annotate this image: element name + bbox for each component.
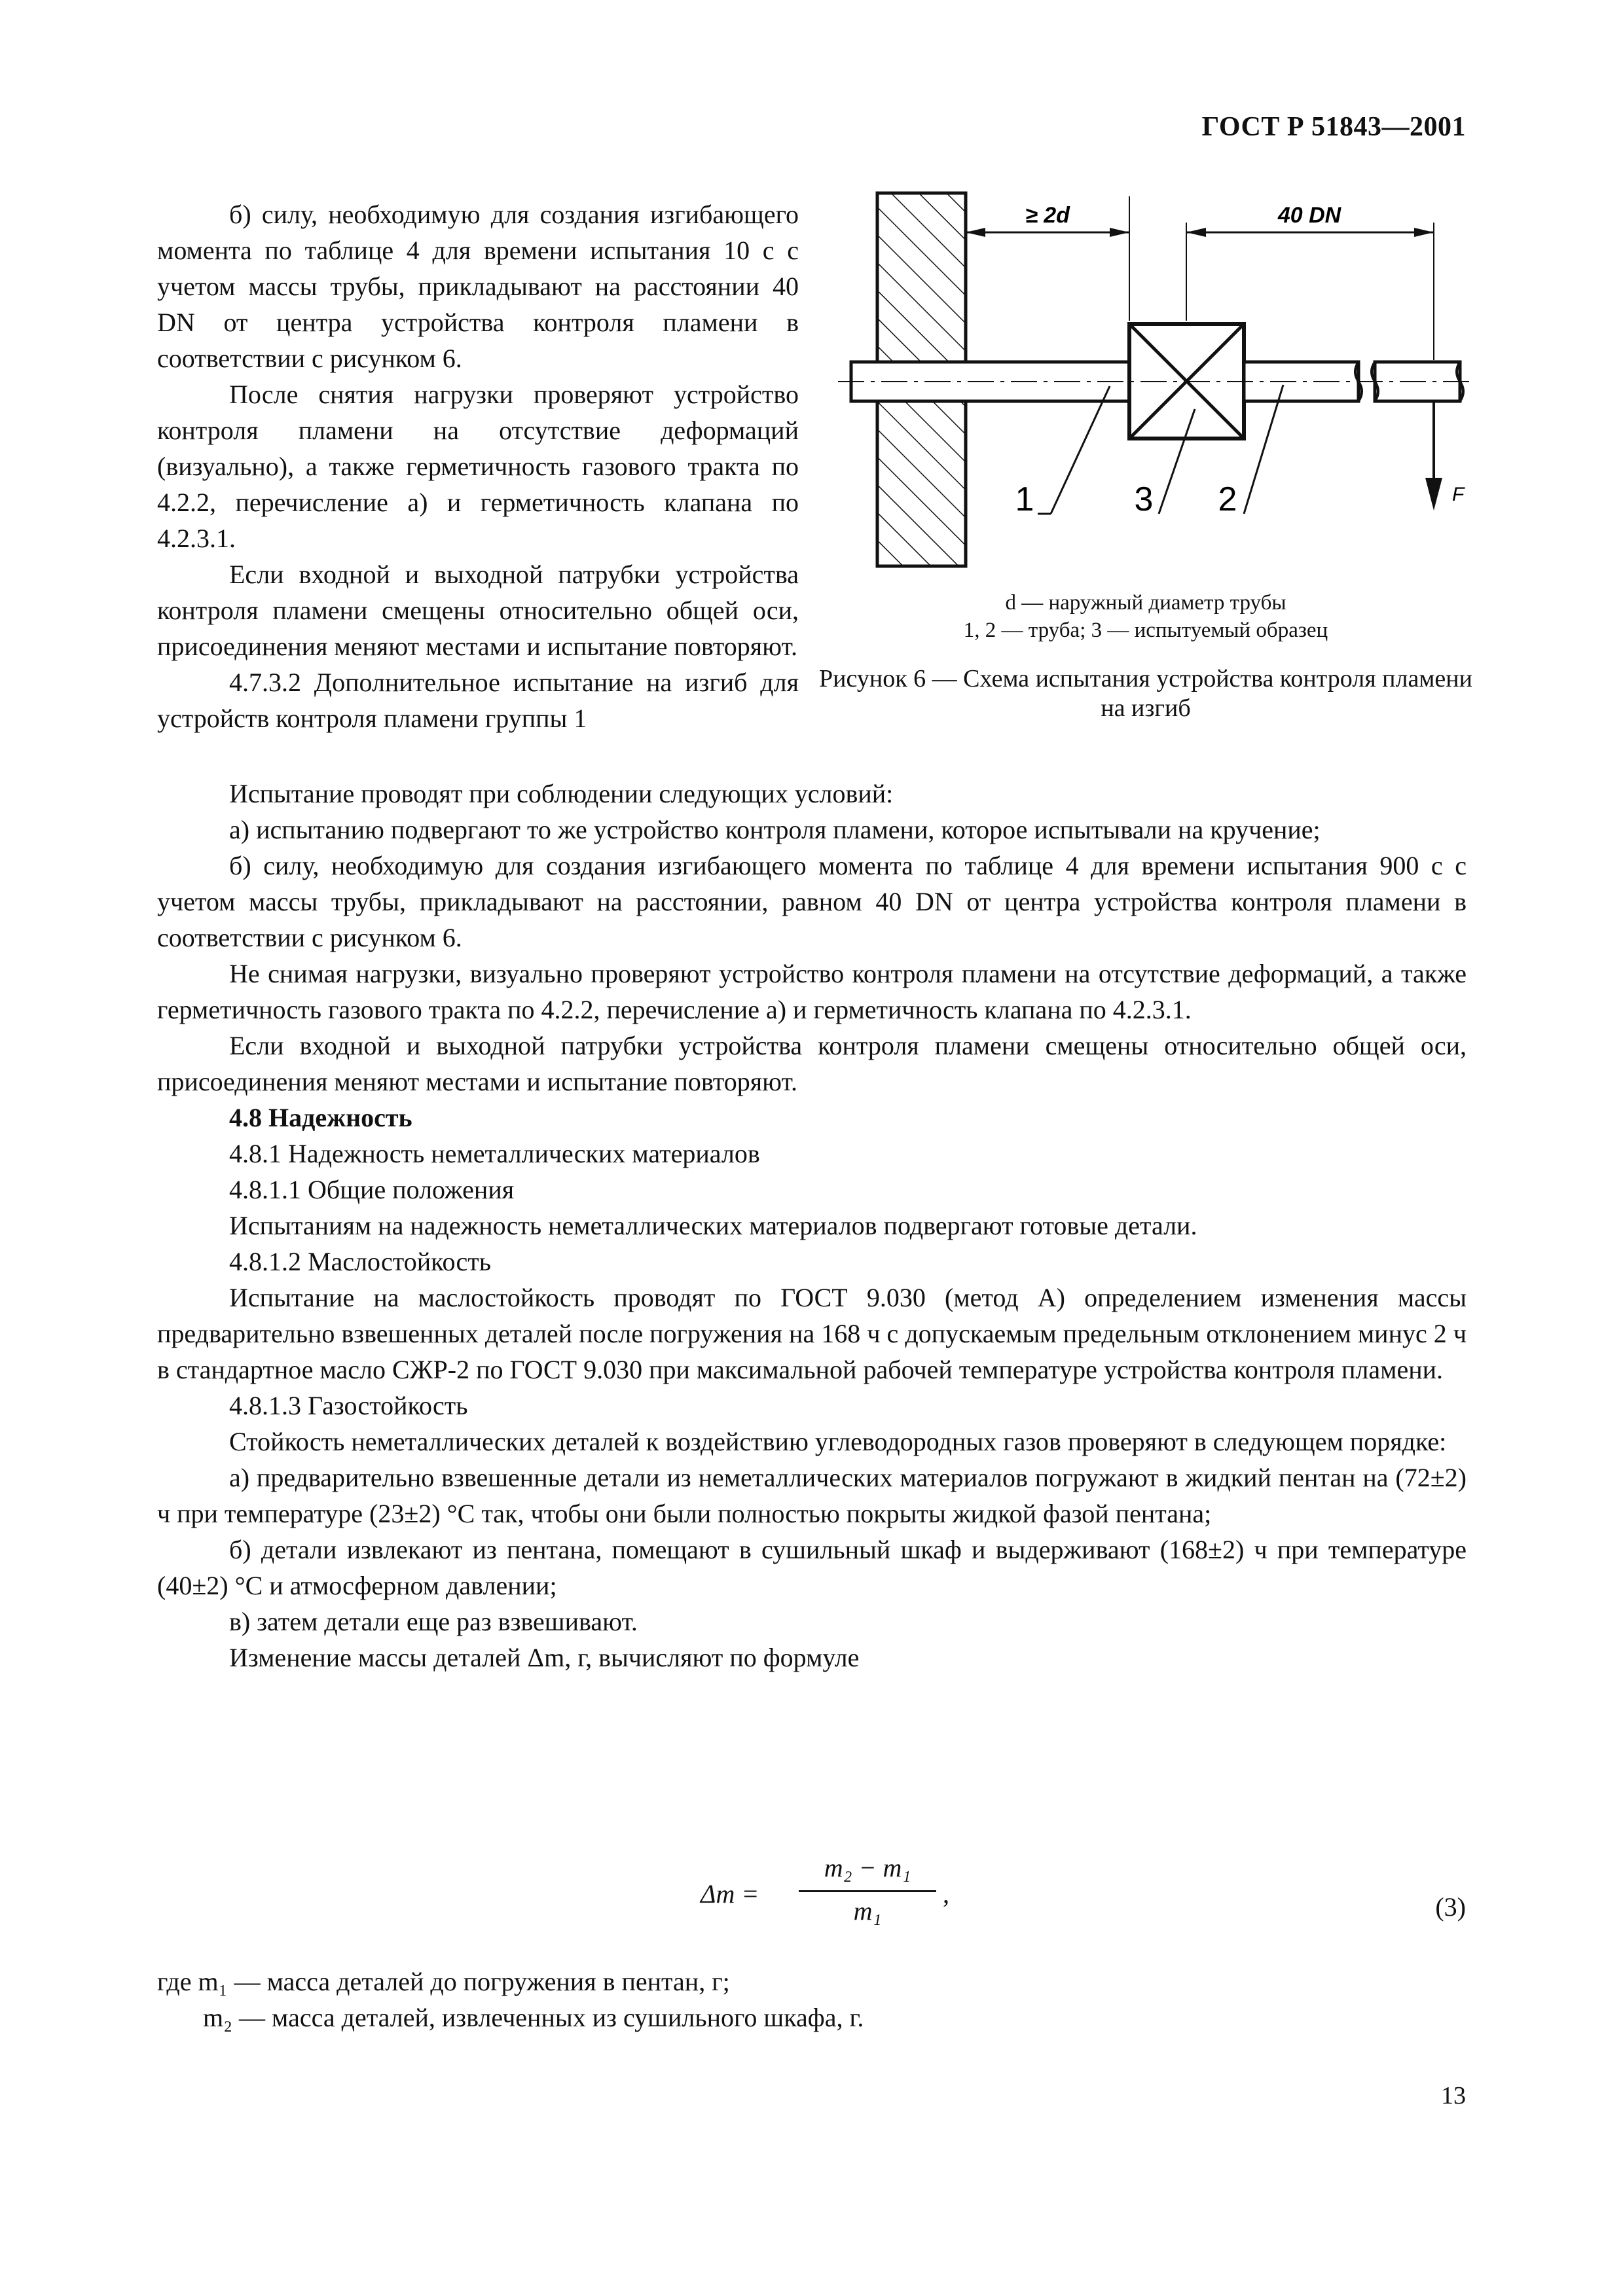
bending-test-diagram — [825, 183, 1480, 576]
body-text-top — [157, 776, 1467, 1676]
formula-numerator: m₂ − m₁ — [824, 1853, 911, 1882]
subsection-heading: 4.8.1.2 Маслостойкость — [229, 1247, 492, 1276]
formula-explanation — [157, 1964, 1467, 2036]
paragraph: а) предварительно взвешенные детали из неметаллических материалов погружают в жидкий пентан на (72±2) ч при температуре (23±2) °С так, чтобы они были полностью покрыты жидкой фазой пентана; — [157, 1463, 1467, 1528]
formula-comma: , — [943, 1879, 949, 1909]
paragraph: в) затем детали еще раз взвешивают. — [229, 1607, 638, 1636]
figure-legend — [818, 589, 1473, 644]
part-label-2: 2 — [1218, 480, 1237, 518]
page-number: 13 — [1441, 2082, 1466, 2109]
paragraph: Испытаниям на надежность неметаллических материалов подвергают готовые детали. — [229, 1211, 1197, 1240]
paragraph: Испытание проводят при соблюдении следующих условий: — [229, 779, 894, 808]
dimension-label-right: 40 DN — [1277, 203, 1341, 228]
part-label-1: 1 — [1015, 480, 1034, 518]
paragraph: Не снимая нагрузки, визуально проверяют устройство контроля пламени на отсутствие деформаций, а также герметичность газового тракта по 4.2.2, перечисление а) и герметичность клапана по 4.2.3.1. — [157, 959, 1467, 1024]
force-label: F — [1452, 484, 1465, 505]
document-header: ГОСТ Р 51843—2001 — [1201, 112, 1466, 142]
paragraph: б) силу, необходимую для создания изгибающего момента по таблице 4 для времени испытания 10 с с учетом массы трубы, прикладывают на расстоянии 40 DN от центра устройства контроля пламени в соответствии с рисунком 6. — [157, 200, 799, 373]
legend-line: 1, 2 — труба; 3 — испытуемый образец — [963, 619, 1328, 642]
legend-line: d — наружный диаметр трубы — [1005, 591, 1286, 615]
fraction-bar — [799, 1890, 936, 1892]
paragraph: а) испытанию подвергают то же устройство контроля пламени, которое испытывали на кручение; — [229, 815, 1321, 844]
equation-number: (3) — [1435, 1892, 1466, 1922]
paragraph: После снятия нагрузки проверяют устройство контроля пламени на отсутствие деформаций (визуально), а также герметичность газового тракта по 4.2.2, перечисление а) и герметичность клапана по 4.2.3.1. — [157, 380, 799, 553]
subsection-heading: 4.8.1 Надежность неметаллических материалов — [229, 1139, 760, 1168]
formula-lhs: Δm = — [701, 1879, 759, 1909]
formula-denominator: m₁ — [853, 1896, 882, 1926]
paragraph: Изменение массы деталей Δm, г, вычисляют по формуле — [229, 1643, 860, 1672]
figure-caption: Рисунок 6 — Схема испытания устройства контроля пламени на изгиб — [819, 665, 1472, 722]
left-column-text — [157, 196, 799, 736]
subsection-heading: 4.8.1.1 Общие положения — [229, 1175, 515, 1204]
paragraph: Если входной и выходной патрубки устройства контроля пламени смещены относительно общей оси, присоединения меняют местами и испытание повторяют. — [157, 560, 799, 661]
paragraph: б) детали извлекают из пентана, помещают в сушильный шкаф и выдерживают (168±2) ч при температуре (40±2) °С и атмосферном давлении; — [157, 1535, 1467, 1600]
paragraph: Испытание на маслостойкость проводят по ГОСТ 9.030 (метод А) определением изменения массы предварительно взвешенных деталей после погружения на 168 ч с допускаемым предельным отклонением минус 2 ч в стандартное масло СЖР-2 по ГОСТ 9.030 при максимальной рабочей температуре устройства контроля пламени. — [157, 1283, 1467, 1384]
where-line: m₂ — масса деталей, извлеченных из сушильного шкафа, г. — [203, 2003, 864, 2032]
paragraph: Стойкость неметаллических деталей к воздействию углеводородных газов проверяют в следующем порядке: — [229, 1427, 1447, 1456]
section-heading: 4.8 Надежность — [229, 1103, 412, 1132]
part-label-3: 3 — [1134, 480, 1154, 518]
formula-3 — [701, 1852, 962, 1937]
paragraph: Если входной и выходной патрубки устройства контроля пламени смещены относительно общей оси, присоединения меняют местами и испытание повторяют. — [157, 1031, 1467, 1096]
paragraph: б) силу, необходимую для создания изгибающего момента по таблице 4 для времени испытания 900 с с учетом массы трубы, прикладывают на расстоянии, равном 40 DN от центра устройства контроля пламени в соответствии с рисунком 6. — [157, 851, 1467, 952]
subsection-heading: 4.8.1.3 Газостойкость — [229, 1391, 468, 1420]
dimension-label-left: ≥ 2d — [1025, 203, 1070, 228]
subsection-heading: 4.7.3.2 Дополнительное испытание на изгиб для устройств контроля пламени группы 1 — [157, 668, 799, 733]
where-line: где m₁ — масса деталей до погружения в пентан, г; — [157, 1967, 730, 1996]
